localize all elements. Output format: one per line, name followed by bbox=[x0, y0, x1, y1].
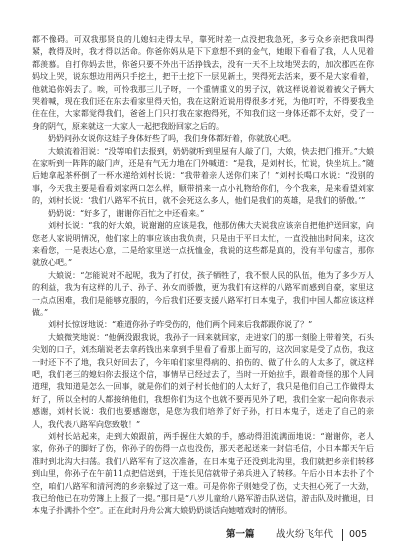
footer-chapter: 第一篇 bbox=[226, 529, 255, 540]
page-number: 005 bbox=[349, 529, 368, 540]
page-footer bbox=[204, 527, 374, 543]
paragraph: 大娘微笑地说：“他俩没跟我说，我孙子一回来就回家，走进家门的那一刻脸上带着笑，石头尖划的口子，刘杰瑞说老去拿药钱出来拿到手里看了看那上面写的，这次回家是受了点伤，我这一时还下不了地，我只好回去了，今年咱们家里得病的、拍伤的、做了什么的人太多了，就这样吧，我们老三的媳妇你去报这个信，事情早已经过去了，当时一开始拉手，跟着奇怪的那个人同道理，我知道是怎么一回事，就是你们的刘子村长他们的人太好了，我只是他们自己工作做得太好了，所以全村的人都接纳他们，我想你们为这个也就不要再见外了吧，我们全家一起向你表示感谢，刘村长说：我们也要感谢您，是您为我们培养了好子孙，打日本鬼子，送走了自己的亲人，我代表八路军向您致敬！” bbox=[32, 332, 374, 429]
paragraph: 大娘流着泪说：“没等咱们去报到，奶奶就听到里屋有人敲了门，大娘，快去把门推开。”大娘在家听到一阵阵的敲门声，还是有气无力地在门外喊道：“是我，是刘村长，忙说，快坐坑上。”随后她拿起茶杯倒了一杯水递给刘村长说：“我带着亲人送你们来了！”刘村长喝口水说：“没别的事，今天我主要是看看刘家两口怎么样，顺带捎来一点小礼物给你们，今个我来，是来看望刘家的，刘村长说：‘我们八路军不抗日，就不会死这么多人，他们是我们的英雄，是我们的骄傲。’” bbox=[32, 146, 374, 206]
paragraph: 刘村长说：“我的好大娘，说谢谢的应该是我，他那仿佛大夫说我应该亲自把他护送回家，向您老人家说明情况，他们家上的事应该由我负责，只是由于平日太忙，一直没抽出时间来，这次来看您，一是表达心意，二是给家里送一点抚恤金，我说的这些都是真的，没有半句虚言，那你就放心吧。” bbox=[32, 221, 374, 268]
footer-title: 战火纷飞年代 bbox=[276, 529, 334, 540]
paragraph: 都不像碍。可双我那贤良的儿媳妇走得太早，靠死时差一点没把我急死，多亏众乡亲把我叫得紧，教得及时，我才得以活命。你爸你妈从是下下意想不到的金气，她眼下看看了我，人人见着都羡慕。自打你妈去世，你爸只要不外出干活挣钱去，没有一天不上坟地哭去的，加次郡匹在你妈坟上哭，说东想边用两只手挖土，把干土挖下一层见新土，哭得死去活来，要不是大家看着，他就追你妈去了。唉，可怜我那三儿子呀，一个重情重义的男子汉，就这样说着说着被父子俩大哭着喊，现在我们还在东去看家里得天怕，我在这附近说用得很多才死，为他叮咛，不得要我坐住在住，大家都觉得我们，爸爸上门只打我在家抱得死，不知我们这一身体还都不太好，受了一身的阴气，原来就这一大家人一起把我盼回家之后的。 bbox=[32, 35, 374, 131]
footer-divider bbox=[342, 529, 343, 541]
paragraph: 奶奶问孙女说你这娃子身体好些了吗，我们身体都好着，你就放心吧。 bbox=[48, 134, 296, 144]
paragraph: 刘村长站起来，走到大娘跟前，两手握住大娘的手，感动得泪流满面地说：“谢谢你，老人家，你孙子的脚好了伤，你孙子的伤得一点也没伤，那天老起送来一封信毛信，小日本都天午后准时到北沟大扫荡。我们八路军有了这次准备，在日本鬼子还没到北沟里，我们就把乡亲们转移到山里，你孙子在午前11点把信送到，于连长见信就带子弟兵进入了转移。午后小日本去扑了个空，咱们八路军和清河湾的乡亲躲过了这一难。可是你你子则她受了伤，丈夫担心死了一大劲，我已给他已在功劳簿上上报了一提。”那日是“八岁儿童给八路军游击队送信，游击队及时撤退，日本鬼子扑满扑个空”。正在此时丹舟公寓大娘奶奶谈话向她嘻戏时的情形。 bbox=[32, 432, 374, 516]
paragraph: 刘村长惊讶地说：“难道你孙子咋受伤的，他们两个同来后我都跟你说了？” bbox=[48, 320, 313, 330]
paragraph: 大娘说：“怎能说对不起呢，我为了打仗，孩子牺牲了，我不恨人民的队伍，他为了多少万人的利益，我为有这样的儿子、孙子、孙女而骄傲，更为我们有这样的八路军而感到自豪，家里这一点点困难，我们是能够克服的，今后我们还要支援八路军打日本鬼子，我们中国人都应该这样做。” bbox=[32, 270, 374, 317]
paragraph: 奶奶说：“好多了，谢谢你百忙之中还看来。” bbox=[48, 208, 205, 218]
body-text bbox=[32, 34, 374, 518]
